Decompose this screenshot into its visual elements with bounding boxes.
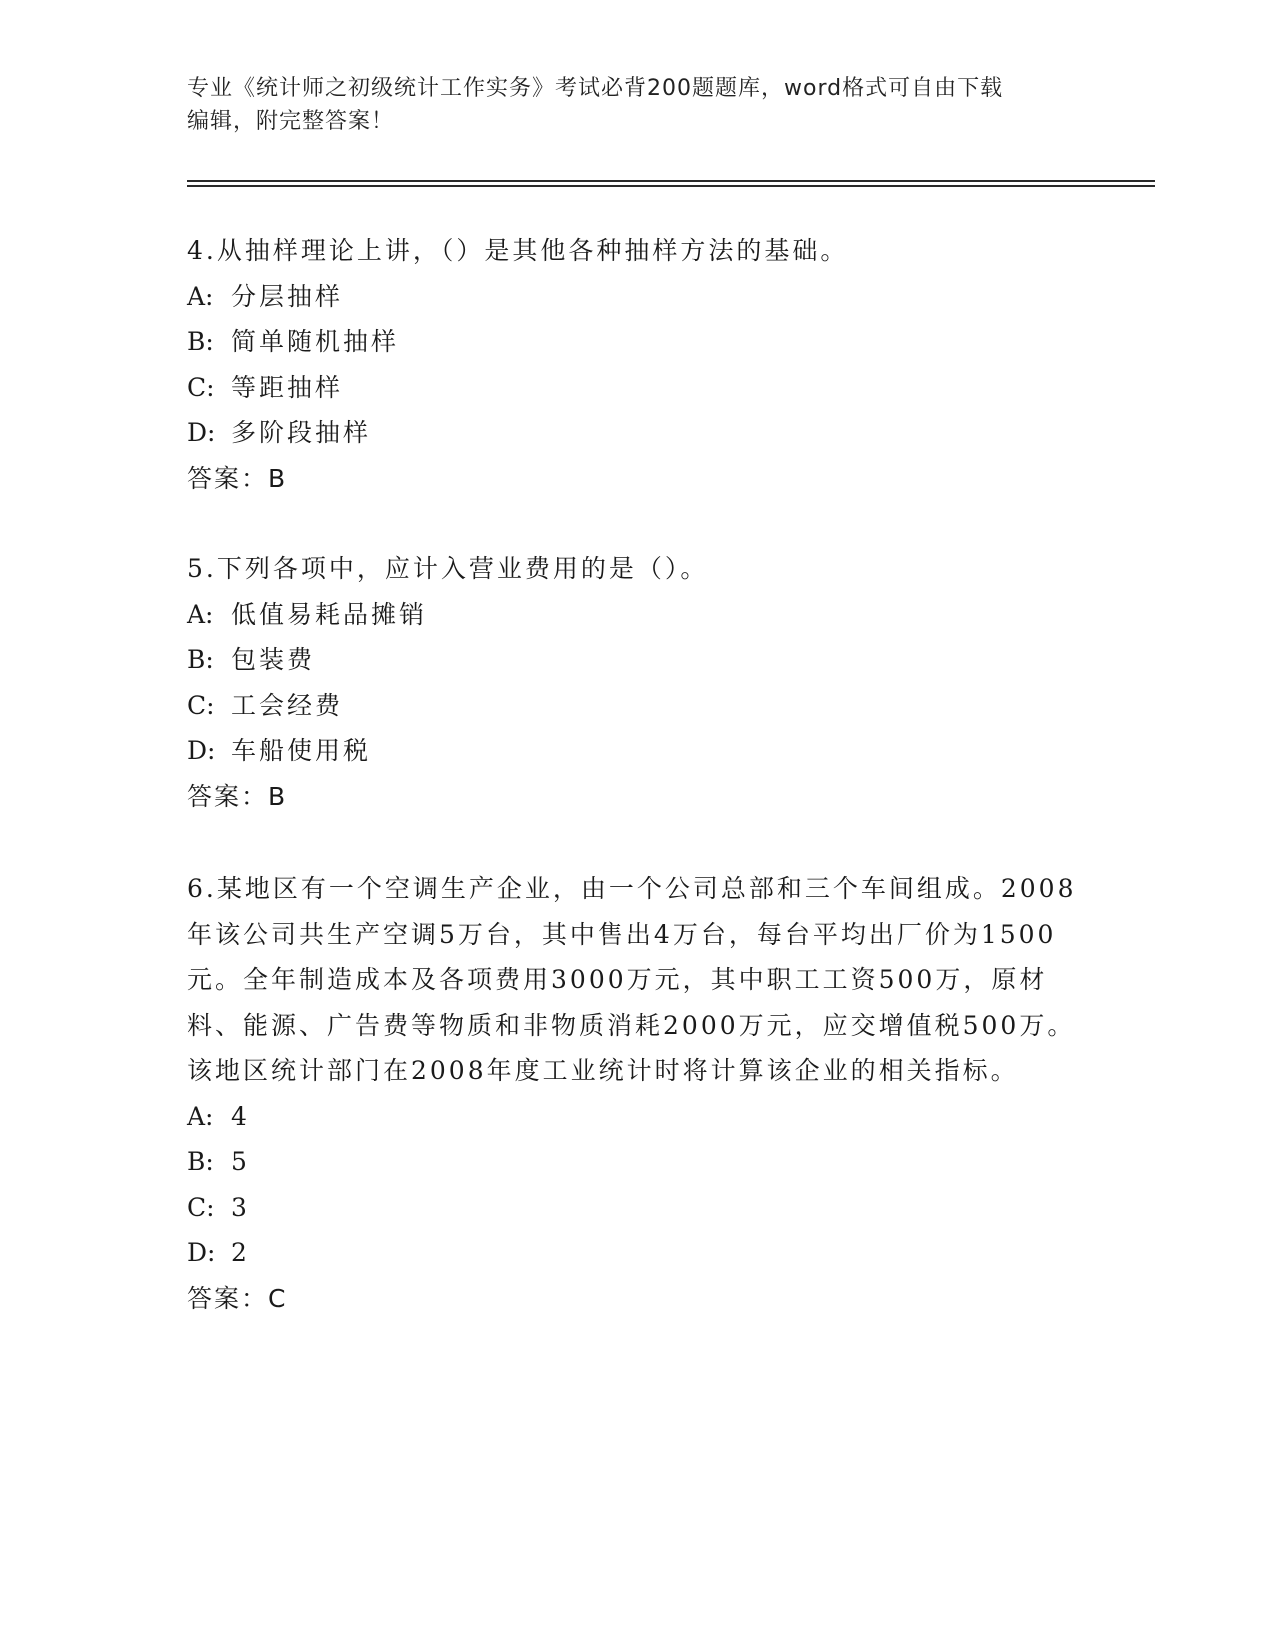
option-d — [187, 410, 1077, 456]
answer: 答案：C — [187, 1283, 288, 1313]
answer: 答案：B — [187, 463, 288, 493]
option-letter: B: — [187, 327, 214, 356]
option-text: 多阶段抽样 — [231, 418, 372, 447]
option-letter: C: — [187, 690, 215, 720]
question-5 — [187, 546, 1077, 819]
option-c — [187, 365, 1077, 411]
option-letter: D: — [187, 418, 216, 447]
option-d — [187, 1230, 1077, 1276]
option-text: 车船使用税 — [231, 736, 372, 765]
option-letter: B: — [187, 645, 214, 674]
option-b — [187, 319, 1077, 365]
question-stem: 4.从抽样理论上讲，（）是其他各种抽样方法的基础。 — [187, 236, 849, 265]
document-header — [187, 72, 1067, 138]
question-6 — [187, 866, 1077, 1321]
option-d — [187, 728, 1077, 774]
option-text: 2 — [231, 1238, 250, 1267]
option-text: 3 — [231, 1192, 250, 1222]
option-b — [187, 637, 1077, 683]
option-c — [187, 683, 1077, 729]
option-a — [187, 592, 1077, 638]
option-letter: D: — [187, 736, 216, 765]
header-line-1: 专业《统计师之初级统计工作实务》考试必背200题题库，word格式可自由下载 — [187, 76, 1004, 101]
answer: 答案：B — [187, 781, 288, 811]
option-letter: C: — [187, 1192, 215, 1222]
option-letter: C: — [187, 372, 215, 402]
option-text: 等距抽样 — [231, 372, 344, 402]
option-text: 工会经费 — [231, 690, 344, 720]
option-text: 低值易耗品摊销 — [231, 599, 428, 629]
header-divider-bottom — [187, 185, 1155, 187]
option-letter: B: — [187, 1147, 214, 1176]
option-letter: A: — [187, 1101, 214, 1131]
question-stem: 5.下列各项中，应计入营业费用的是（）。 — [187, 554, 709, 583]
header-divider-top — [187, 180, 1155, 182]
option-letter: D: — [187, 1238, 216, 1267]
option-a — [187, 1094, 1077, 1140]
question-4 — [187, 228, 1077, 501]
option-letter: A: — [187, 599, 214, 629]
header-line-2: 编辑，附完整答案！ — [187, 109, 395, 134]
option-a — [187, 274, 1077, 320]
option-text: 简单随机抽样 — [231, 327, 400, 356]
question-stem: 6.某地区有一个空调生产企业，由一个公司总部和三个车间组成。2008年该公司共生产空调5万台，其中售出4万台，每台平均出厂价为1500元。全年制造成本及各项费用3000万元，其中职工工资500万，原材料、能源、广告费等物质和非物质消耗2000万元，应交增值税500万。该地区统计部门在2008年度工业统计时将计算该企业的相关指标。 — [187, 874, 1077, 1085]
option-b — [187, 1139, 1077, 1185]
option-letter: A: — [187, 281, 214, 311]
option-text: 4 — [231, 1101, 250, 1131]
option-text: 包装费 — [231, 645, 316, 674]
option-text: 5 — [231, 1147, 250, 1176]
option-c — [187, 1185, 1077, 1231]
option-text: 分层抽样 — [231, 281, 344, 311]
